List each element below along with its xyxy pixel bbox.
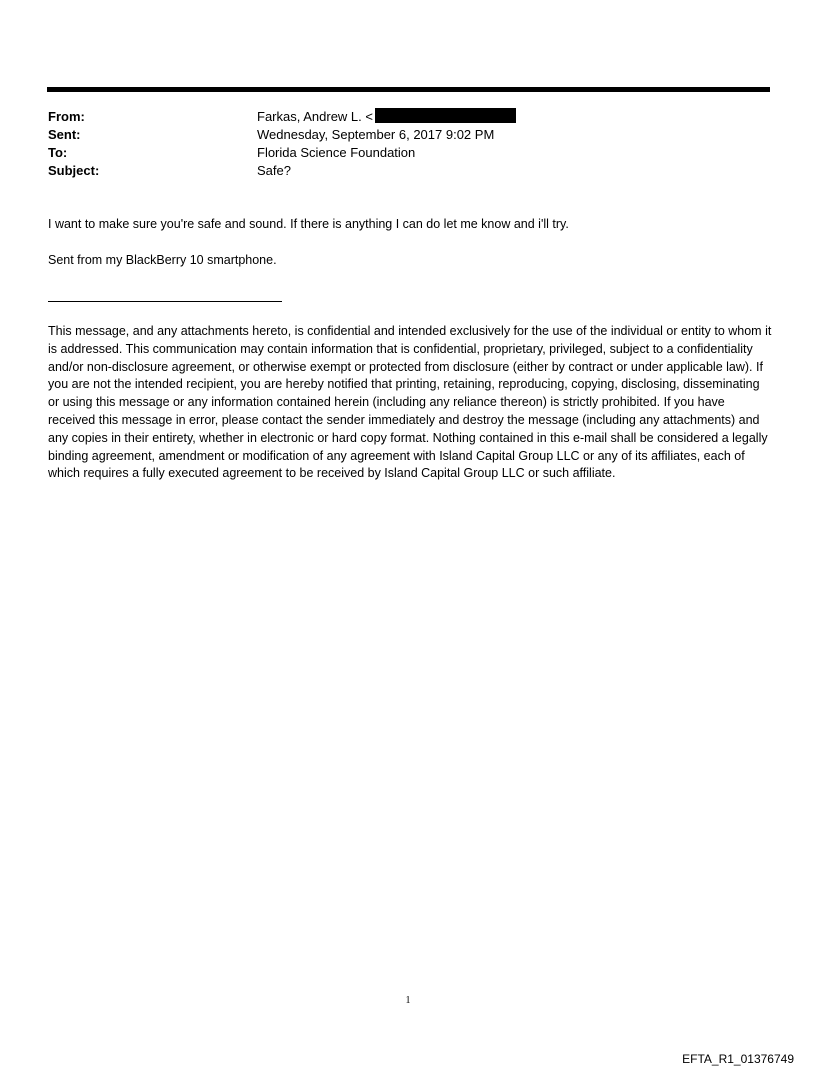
message-body: I want to make sure you're safe and sound. If there is anything I can do let me know and i'll try. [48,217,569,231]
from-name: Farkas, Andrew L. < [257,109,373,124]
subject-label: Subject: [48,163,100,178]
from-value [257,108,748,126]
from-label: From: [48,109,85,124]
document-id: EFTA_R1_01376749 [682,1052,794,1066]
confidentiality-disclaimer: This message, and any attachments hereto, is confidential and intended exclusively for the use of the individual or entity to whom it is addressed. This communication may contain information that is confidential, proprietary, privileged, subject to a confidentiality and/or non-disclosure agreement, or otherwise exempt or protected from disclosure (either by contract or under applicable law). If you are not the intended recipient, you are hereby notified that printing, retaining, reproducing, copying, disclosing, disseminating or using this message or any information contained herein (including any reliance thereon) is strictly prohibited. If you have received this message in error, please contact the sender immediately and destroy the message (including any attachments) and any copies in their entirety, whether in electronic or hard copy format. Nothing contained in this e-mail shall be considered a legally binding agreement, amendment or modification of any agreement with Island Capital Group LLC or any of its affiliates, each of which requires a fully executed agreement to be received by Island Capital Group LLC or such affiliate. [48,324,772,481]
signature-line: Sent from my BlackBerry 10 smartphone. [48,253,277,267]
subject-row [48,162,748,180]
to-label: To: [48,145,68,160]
page-number: 1 [405,995,411,1006]
header-rule [47,87,770,92]
to-value: Florida Science Foundation [257,145,416,160]
sent-value: Wednesday, September 6, 2017 9:02 PM [257,127,495,142]
email-header [48,108,748,180]
subject-value: Safe? [257,163,291,178]
to-row [48,144,748,162]
from-row [48,108,748,126]
separator-line [48,301,282,302]
redaction-box [375,108,516,123]
sent-row [48,126,748,144]
sent-label: Sent: [48,127,81,142]
